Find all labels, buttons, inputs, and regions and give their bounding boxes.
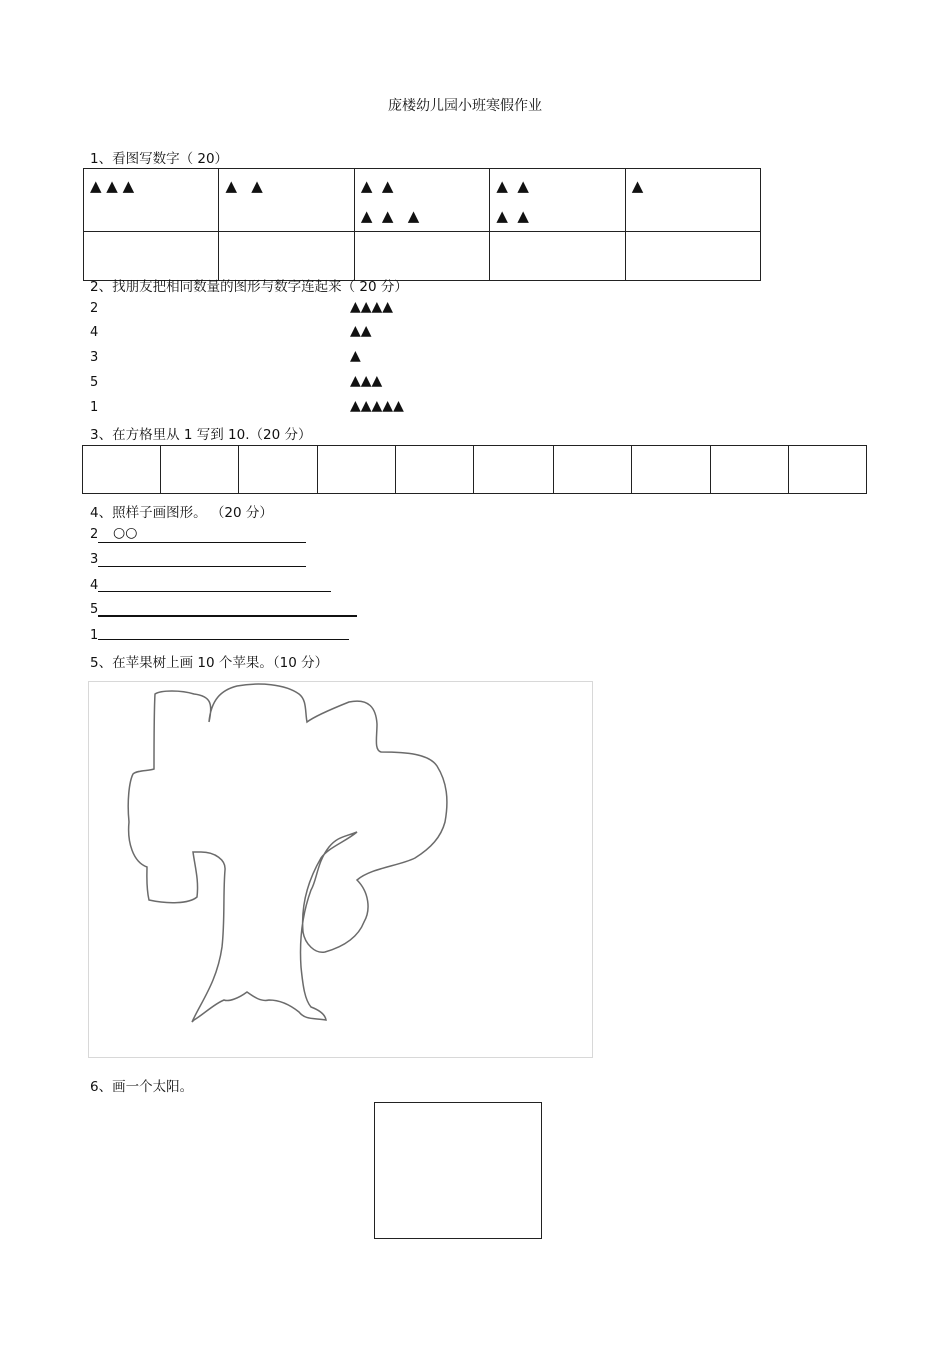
q1-figure-cell — [625, 169, 760, 232]
q1-triangle-row: ▲ ▲ — [496, 207, 529, 225]
q3-writing-box[interactable] — [161, 446, 239, 494]
q2-number[interactable]: 2 — [90, 301, 99, 316]
q1-figure-cell — [84, 169, 219, 232]
q2-shape-group[interactable]: ▲ — [350, 348, 361, 364]
apple-tree-outline-icon — [89, 682, 592, 1057]
q2-shape-group[interactable]: ▲▲ — [350, 323, 372, 339]
q4-drawing-line[interactable] — [98, 528, 306, 543]
q1-table — [83, 168, 761, 281]
q3-writing-box[interactable] — [631, 446, 710, 494]
q3-writing-box[interactable] — [318, 446, 396, 494]
q4-label: 4、照样子画图形。 （20 分） — [90, 505, 273, 521]
q1-triangle-row: ▲ ▲ — [496, 177, 529, 195]
sun-drawing-box[interactable] — [374, 1102, 542, 1239]
q1-answer-cell[interactable] — [219, 232, 354, 281]
q3-writing-box[interactable] — [83, 446, 161, 494]
q3-writing-box[interactable] — [474, 446, 553, 494]
q1-triangle-row: ▲ ▲ — [360, 177, 394, 195]
q2-label: 2、找朋友把相同数量的图形与数字连起来（ 20 分） — [90, 279, 408, 295]
q4-row-number: 2 — [90, 527, 99, 542]
q1-label: 1、看图写数字（ 20） — [90, 151, 229, 167]
q3-writing-box[interactable] — [239, 446, 318, 494]
q6-label: 6、画一个太阳。 — [90, 1079, 194, 1095]
q1-triangle-row: ▲ — [631, 177, 644, 195]
q4-row-number: 1 — [90, 628, 99, 643]
q3-writing-box[interactable] — [788, 446, 866, 494]
q1-figure-cell — [354, 169, 490, 232]
q4-row-number: 3 — [90, 552, 99, 567]
q4-drawing-line[interactable] — [98, 577, 331, 592]
q1-triangle-row: ▲ ▲ ▲ — [360, 207, 420, 225]
q3-writing-box[interactable] — [553, 446, 631, 494]
q4-sample-circles: ○○ — [113, 525, 138, 541]
q3-writing-box[interactable] — [710, 446, 788, 494]
q1-triangle-row: ▲ ▲ — [225, 177, 263, 195]
tree-drawing-area[interactable] — [88, 681, 593, 1058]
q4-row-number: 5 — [90, 602, 99, 617]
q4-drawing-line[interactable] — [98, 552, 306, 567]
q1-answer-cell[interactable] — [490, 232, 625, 281]
q1-answer-cell[interactable] — [625, 232, 760, 281]
q2-shape-group[interactable]: ▲▲▲ — [350, 373, 383, 389]
q1-figure-cell — [490, 169, 625, 232]
q2-shape-group[interactable]: ▲▲▲▲▲ — [350, 398, 404, 414]
q1-answer-cell[interactable] — [84, 232, 219, 281]
q4-row-number: 4 — [90, 578, 99, 593]
q5-label: 5、在苹果树上画 10 个苹果。（10 分） — [90, 655, 329, 671]
q3-label: 3、在方格里从 1 写到 10.（20 分） — [90, 427, 312, 443]
q2-shape-group[interactable]: ▲▲▲▲ — [350, 299, 394, 315]
q1-figure-cell — [219, 169, 354, 232]
q3-writing-box[interactable] — [396, 446, 474, 494]
q2-number[interactable]: 3 — [90, 350, 99, 365]
q2-number[interactable]: 4 — [90, 325, 99, 340]
q2-number[interactable]: 1 — [90, 400, 99, 415]
q1-answer-cell[interactable] — [354, 232, 490, 281]
q2-number[interactable]: 5 — [90, 375, 99, 390]
q1-triangle-row: ▲ ▲ ▲ — [90, 177, 135, 195]
q4-drawing-line[interactable] — [98, 625, 349, 640]
q3-grid — [82, 445, 867, 494]
q4-drawing-line[interactable] — [98, 601, 357, 617]
page-title: 庞楼幼儿园小班寒假作业 — [388, 98, 542, 114]
